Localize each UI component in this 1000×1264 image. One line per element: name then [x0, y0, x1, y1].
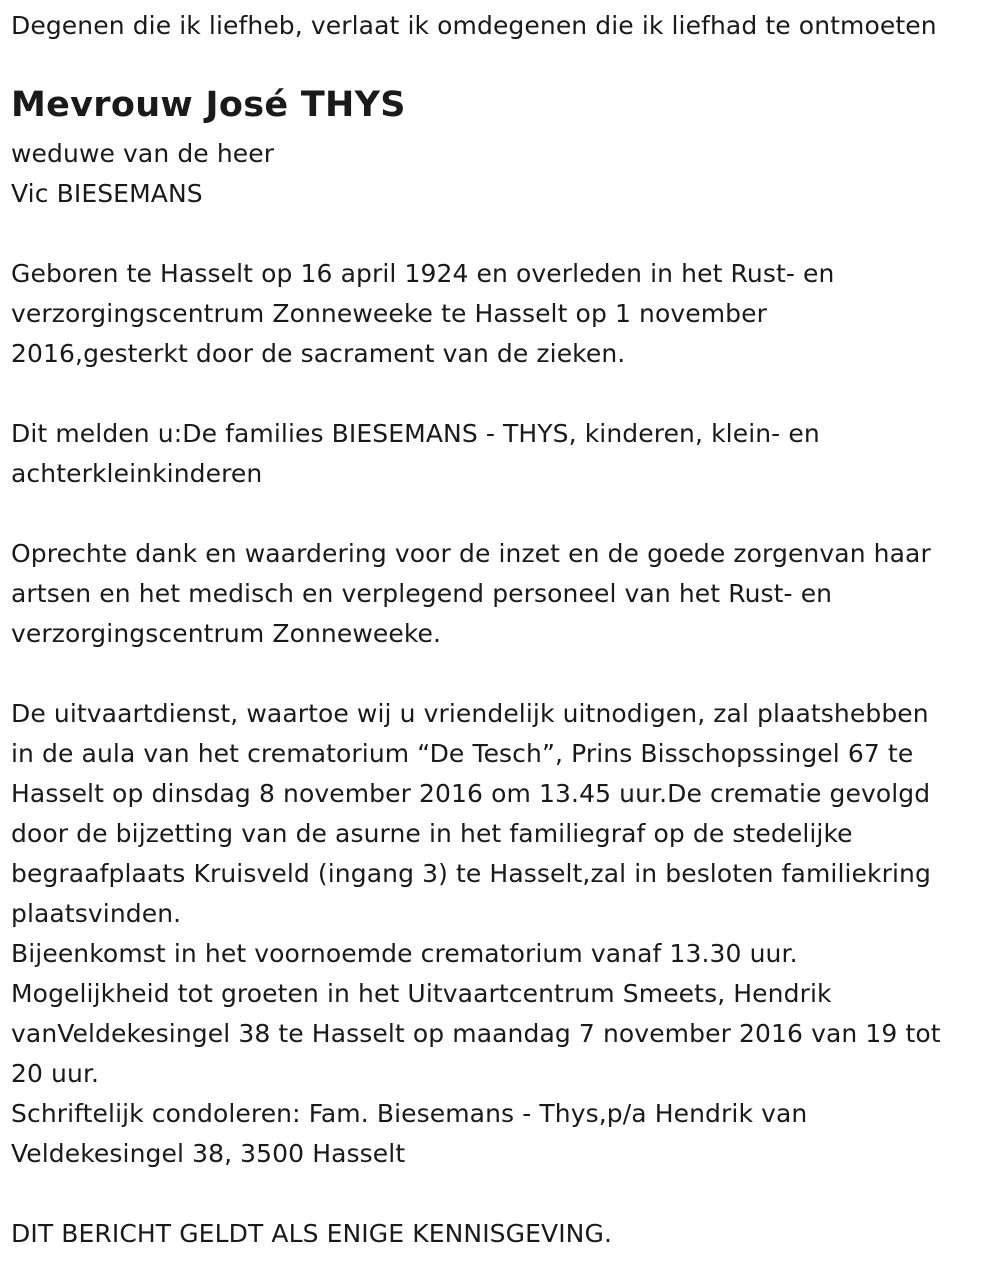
funeral-line: Bijeenkomst in het voornoemde crematorium vanaf 13.30 uur. — [11, 939, 798, 968]
deceased-name: Mevrouw José THYS — [11, 85, 406, 125]
thanks-line: artsen en het medisch en verplegend personeel van het Rust- en — [11, 579, 833, 608]
thanks-line: Oprechte dank en waardering voor de inzet en de goede zorgenvan haar — [11, 539, 931, 568]
funeral-line: door de bijzetting van de asurne in het familiegraf op de stedelijke — [11, 819, 853, 848]
motto: Degenen die ik liefheb, verlaat ik omdegenen die ik liefhad te ontmoeten — [11, 11, 937, 40]
funeral-line: Veldekesingel 38, 3500 Hasselt — [11, 1139, 406, 1168]
funeral-line: De uitvaartdienst, waartoe wij u vriendelijk uitnodigen, zal plaatshebben — [11, 699, 929, 728]
thanks-line: verzorgingscentrum Zonneweeke. — [11, 619, 442, 648]
funeral-line: in de aula van het crematorium “De Tesch”, Prins Bisschopssingel 67 te — [11, 739, 914, 768]
birth-death-line: verzorgingscentrum Zonneweeke te Hasselt op 1 november — [11, 299, 768, 328]
birth-death-line: Geboren te Hasselt op 16 april 1924 en overleden in het Rust- en — [11, 259, 835, 288]
birth-death-line: 2016,gesterkt door de sacrament van de zieken. — [11, 339, 626, 368]
funeral-line: begraafplaats Kruisveld (ingang 3) te Hasselt,zal in besloten familiekring — [11, 859, 931, 888]
funeral-line: vanVeldekesingel 38 te Hasselt op maandag 7 november 2016 van 19 tot — [11, 1019, 941, 1048]
announcers-line: Dit melden u:De families BIESEMANS - THYS, kinderen, klein- en — [11, 419, 820, 448]
funeral-line: 20 uur. — [11, 1059, 100, 1088]
funeral-line: plaatsvinden. — [11, 899, 182, 928]
spouse-line: weduwe van de heer — [11, 139, 275, 168]
funeral-line: Hasselt op dinsdag 8 november 2016 om 13.45 uur.De crematie gevolgd — [11, 779, 931, 808]
announcers-line: achterkleinkinderen — [11, 459, 263, 488]
spouse-line: Vic BIESEMANS — [11, 179, 203, 208]
funeral-line: Schriftelijk condoleren: Fam. Biesemans - Thys,p/a Hendrik van — [11, 1099, 808, 1128]
closing-notice: DIT BERICHT GELDT ALS ENIGE KENNISGEVING. — [11, 1219, 612, 1248]
funeral-line: Mogelijkheid tot groeten in het Uitvaartcentrum Smeets, Hendrik — [11, 979, 832, 1008]
